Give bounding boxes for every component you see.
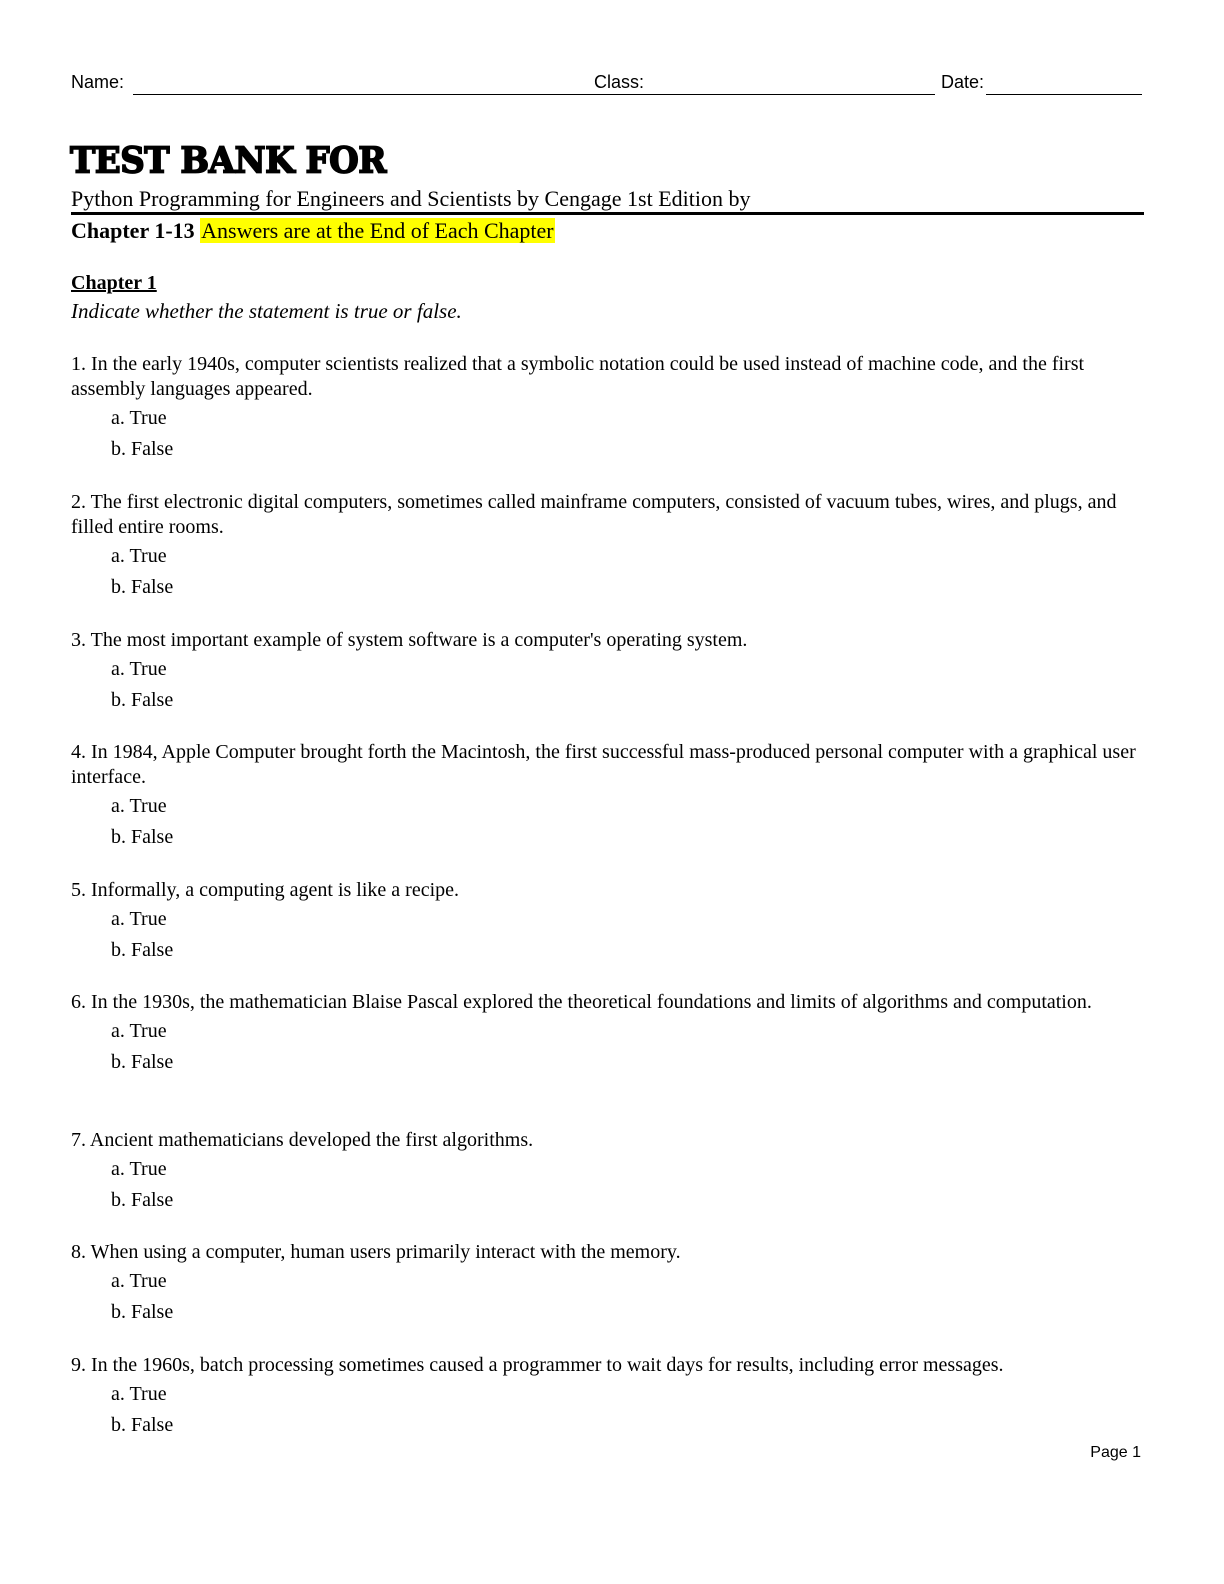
question-text: 3. The most important example of system software is a computer's operating system.	[71, 629, 748, 651]
class-label: Class:	[594, 72, 645, 92]
option-true[interactable]: a. True	[111, 1383, 167, 1405]
question-text: 2. The first electronic digital computers, sometimes called mainframe computers, consisted of vacuum tubes, wires, and plugs, and filled entire rooms.	[71, 491, 1117, 538]
name-label: Name:	[71, 72, 125, 92]
option-true[interactable]: a. True	[111, 1270, 167, 1292]
question-text: 9. In the 1960s, batch processing sometimes caused a programmer to wait days for results, including error messages.	[71, 1354, 1004, 1376]
class-field[interactable]	[649, 94, 935, 95]
page-number: Page 1	[1090, 1444, 1141, 1461]
page-title: TEST BANK FOR	[70, 140, 387, 182]
question-text: 8. When using a computer, human users primarily interact with the memory.	[71, 1241, 681, 1263]
option-false[interactable]: b. False	[111, 1051, 174, 1073]
option-true[interactable]: a. True	[111, 1158, 167, 1180]
option-false[interactable]: b. False	[111, 438, 174, 460]
option-true[interactable]: a. True	[111, 1020, 167, 1042]
chapter-range: Chapter 1-13	[71, 218, 195, 243]
question-6	[71, 990, 1146, 1078]
option-false[interactable]: b. False	[111, 939, 174, 961]
question-9	[71, 1353, 1146, 1441]
option-false[interactable]: b. False	[111, 1301, 174, 1323]
question-7	[71, 1128, 1146, 1216]
date-label: Date:	[941, 72, 985, 92]
chapter-heading: Chapter 1	[71, 272, 157, 294]
option-false[interactable]: b. False	[111, 1414, 174, 1436]
header-fields	[71, 72, 1142, 98]
question-text: 1. In the early 1940s, computer scientists realized that a symbolic notation could be used instead of machine code, and the first assembly languages appeared.	[71, 353, 1085, 400]
question-3	[71, 628, 1146, 716]
option-true[interactable]: a. True	[111, 545, 167, 567]
question-5	[71, 878, 1146, 966]
option-true[interactable]: a. True	[111, 795, 167, 817]
option-false[interactable]: b. False	[111, 1189, 174, 1211]
question-text: 7. Ancient mathematicians developed the first algorithms.	[71, 1129, 534, 1151]
question-8	[71, 1240, 1146, 1328]
question-text: 4. In 1984, Apple Computer brought forth the Macintosh, the first successful mass-produced personal computer with a graphical user interface.	[71, 741, 1136, 788]
option-false[interactable]: b. False	[111, 576, 174, 598]
question-4	[71, 740, 1146, 853]
option-true[interactable]: a. True	[111, 407, 167, 429]
option-false[interactable]: b. False	[111, 689, 174, 711]
question-text: 6. In the 1930s, the mathematician Blaise Pascal explored the theoretical foundations and limits of algorithms and computation.	[71, 991, 1092, 1013]
title-divider	[71, 212, 1144, 215]
question-text: 5. Informally, a computing agent is like a recipe.	[71, 879, 460, 901]
option-false[interactable]: b. False	[111, 826, 174, 848]
option-true[interactable]: a. True	[111, 908, 167, 930]
section-instruction: Indicate whether the statement is true or false.	[71, 299, 462, 323]
book-subtitle: Python Programming for Engineers and Scientists by Cengage 1st Edition by	[71, 186, 751, 211]
option-true[interactable]: a. True	[111, 658, 167, 680]
chapter-range-line	[71, 218, 555, 244]
question-1	[71, 352, 1146, 465]
question-2	[71, 490, 1146, 603]
name-field[interactable]	[133, 94, 659, 95]
answers-note: Answers are at the End of Each Chapter	[201, 218, 554, 243]
date-field[interactable]	[986, 94, 1142, 95]
